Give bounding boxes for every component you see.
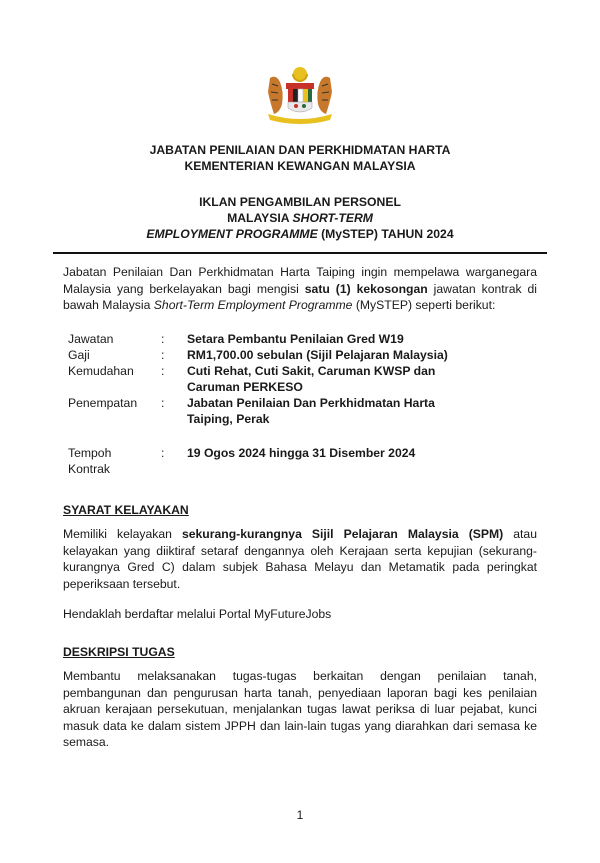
- detail-label: Gaji: [68, 348, 90, 362]
- detail-value: Setara Pembantu Penilaian Gred W19: [187, 332, 404, 346]
- header-divider: [53, 252, 547, 254]
- requirements-paragraph: Memiliki kelayakan sekurang-kurangnya Sijil Pelajaran Malaysia (SPM) atau kelayakan yang diiktiraf setaraf dengannya oleh Kerajaan serta kepujian (sekurang-kurangnya Gred C) dalam subjek Bahasa Melayu dan Metamatik pada peringkat peperiksaan tersebut.: [63, 527, 537, 591]
- detail-separator: :: [161, 364, 165, 378]
- ad-title: IKLAN PENGAMBILAN PERSONEL: [199, 195, 401, 209]
- program-title-italic: EMPLOYMENT PROGRAMME: [146, 227, 318, 241]
- malaysia-coat-of-arms-icon: [262, 64, 338, 126]
- ministry-name: KEMENTERIAN KEWANGAN MALAYSIA: [184, 159, 416, 173]
- section-heading-job-description: DESKRIPSI TUGAS: [63, 645, 175, 659]
- program-title-text: MALAYSIA: [227, 211, 293, 225]
- program-title-line2: [0, 226, 600, 242]
- detail-value: Cuti Rehat, Cuti Sakit, Caruman KWSP dan Caruman PERKESO: [187, 364, 436, 394]
- detail-separator: :: [161, 396, 165, 410]
- detail-separator: :: [161, 332, 165, 346]
- program-title-text: (MySTEP) TAHUN 2024: [317, 227, 454, 241]
- detail-value: Jabatan Penilaian Dan Perkhidmatan Harta Taiping, Perak: [187, 396, 435, 426]
- program-title-line1: [0, 210, 600, 226]
- job-description-paragraph: Membantu melaksanakan tugas-tugas berkaitan dengan penilaian tanah, pembangunan dan pengurusan harta tanah, penyediaan laporan bagi kes penilaian akruan kerajaan persekutuan, menjalankan tugas lawat periksa di luar pejabat, kunci masuk data ke dalam sistem JPPH dan lain-lain tugas yang diarahkan dari semasa ke semasa.: [63, 669, 537, 749]
- program-title-italic: SHORT-TERM: [292, 211, 373, 225]
- detail-label: Kemudahan: [68, 364, 134, 378]
- page-number: 1: [296, 808, 304, 822]
- detail-label: Tempoh Kontrak: [68, 446, 112, 476]
- intro-paragraph: Jabatan Penilaian Dan Perkhidmatan Harta Taiping ingin mempelawa warganegara Malaysia yang berkelayakan bagi mengisi satu (1) kekosongan jawatan kontrak di bawah Malaysia Short-Term Employment Programme (MySTEP) seperti berikut:: [63, 265, 538, 312]
- section-heading-requirements: SYARAT KELAYAKAN: [63, 503, 189, 517]
- detail-value: 19 Ogos 2024 hingga 31 Disember 2024: [187, 446, 416, 460]
- detail-value: RM1,700.00 sebulan (Sijil Pelajaran Malaysia): [187, 348, 448, 362]
- detail-label: Jawatan: [68, 332, 114, 346]
- department-name: JABATAN PENILAIAN DAN PERKHIDMATAN HARTA: [149, 143, 451, 157]
- detail-separator: :: [161, 446, 165, 460]
- detail-separator: :: [161, 348, 165, 362]
- detail-label: Penempatan: [68, 396, 138, 410]
- registration-note: Hendaklah berdaftar melalui Portal MyFutureJobs: [63, 607, 332, 621]
